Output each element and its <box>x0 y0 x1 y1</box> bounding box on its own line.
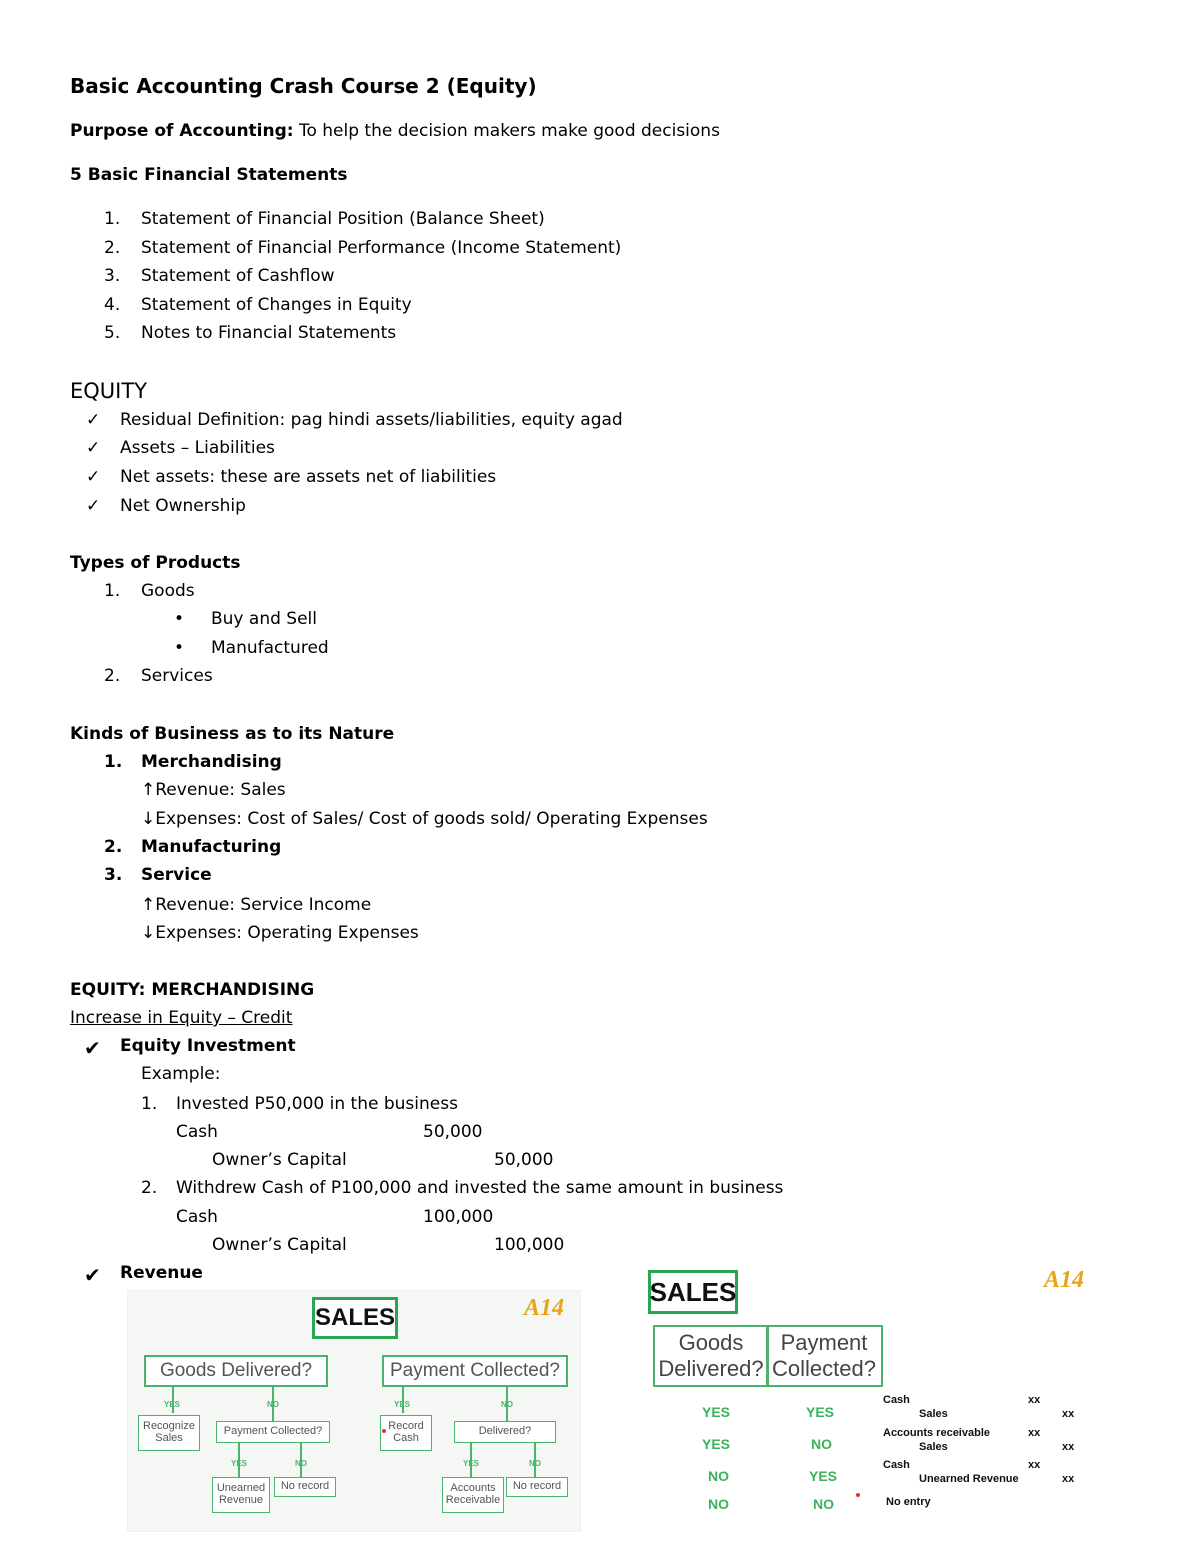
expense-line: ↓Expenses: Cost of Sales/ Cost of goods sold/ Operating Expenses <box>141 809 708 829</box>
no-label: NO <box>501 1400 513 1409</box>
kinds-heading: Kinds of Business as to its Nature <box>70 724 395 744</box>
check-item: ✓ Residual Definition: pag hindi assets/liabilities, equity agad <box>86 410 623 430</box>
entry-debit: Cash <box>883 1394 910 1406</box>
sales-table-image <box>648 1265 1108 1525</box>
list-item: 2. Services <box>104 666 213 686</box>
list-item: 1. Merchandising <box>104 752 282 772</box>
list-item: 1. Goods <box>104 581 195 601</box>
goods-delivered-header: Goods Delivered? <box>653 1325 769 1387</box>
sales-title-box: SALES <box>312 1297 398 1339</box>
entry-debit: Accounts receivable <box>883 1427 990 1439</box>
no-cell: NO <box>708 1468 729 1484</box>
check-item: ✔ Equity Investment <box>84 1036 296 1060</box>
example-label: Example: <box>141 1064 221 1084</box>
check-icon: ✓ <box>86 410 101 430</box>
list-item: 2. Manufacturing <box>104 837 282 857</box>
entry-debit-amount: xx <box>1028 1427 1041 1439</box>
check-icon: ✓ <box>86 438 101 458</box>
purpose-text: To help the decision makers make good decisions <box>293 121 720 141</box>
list-item: 4. Statement of Changes in Equity <box>104 295 412 315</box>
payment-collected-small-box: Payment Collected? <box>216 1421 330 1443</box>
no-label: NO <box>529 1459 541 1468</box>
yes-cell: YES <box>702 1404 731 1420</box>
list-item: 1. Statement of Financial Position (Balance Sheet) <box>104 209 545 229</box>
journal-debit: Cash <box>176 1122 218 1142</box>
arrow-up-icon: ↑ <box>141 780 156 800</box>
list-item: 3. Statement of Cashflow <box>104 266 335 286</box>
entry-credit-amount: xx <box>1062 1441 1075 1453</box>
payment-collected-box: Payment Collected? <box>382 1355 568 1387</box>
arrow-down-icon: ↓ <box>141 809 156 829</box>
journal-debit-amount: 100,000 <box>423 1207 494 1227</box>
entry-credit: Sales <box>919 1441 948 1453</box>
statements-heading: 5 Basic Financial Statements <box>70 165 348 185</box>
check-icon: ✔ <box>84 1036 101 1060</box>
recognize-sales-box: Recognize Sales <box>138 1415 200 1451</box>
delivered-box: Delivered? <box>454 1421 556 1443</box>
journal-credit: Owner’s Capital <box>212 1235 347 1255</box>
entry-credit-amount: xx <box>1062 1408 1075 1420</box>
purpose-label: Purpose of Accounting: <box>70 121 294 141</box>
arrow-down-icon: ↓ <box>141 923 156 943</box>
list-item: 5. Notes to Financial Statements <box>104 323 397 343</box>
check-icon: ✔ <box>84 1263 101 1287</box>
journal-debit-amount: 50,000 <box>423 1122 483 1142</box>
list-item: 3. Service <box>104 865 212 885</box>
merch-heading: EQUITY: MERCHANDISING <box>70 980 315 1000</box>
entry-debit-amount: xx <box>1028 1459 1041 1471</box>
yes-label: YES <box>463 1459 480 1468</box>
goods-delivered-box: Goods Delivered? <box>144 1355 328 1387</box>
revenue-line: ↑Revenue: Service Income <box>141 895 372 915</box>
list-item: 2. Withdrew Cash of P100,000 and invested the same amount in business <box>141 1178 784 1198</box>
red-marker <box>382 1429 386 1433</box>
entry-debit: Cash <box>883 1459 910 1471</box>
check-item: ✓ Assets – Liabilities <box>86 438 275 458</box>
yes-cell: YES <box>702 1436 731 1452</box>
list-item: 1. Invested P50,000 in the business <box>141 1094 458 1114</box>
no-record-box: No record <box>274 1477 336 1497</box>
journal-credit: Owner’s Capital <box>212 1150 347 1170</box>
journal-debit: Cash <box>176 1207 218 1227</box>
bullet-item: • Buy and Sell <box>174 609 317 629</box>
journal-credit-amount: 100,000 <box>494 1235 565 1255</box>
no-label: NO <box>267 1400 279 1409</box>
record-cash-box: Record Cash <box>380 1415 432 1451</box>
no-label: NO <box>295 1459 307 1468</box>
yes-label: YES <box>164 1400 181 1409</box>
no-cell: NO <box>811 1436 832 1452</box>
no-cell: NO <box>708 1496 729 1512</box>
a14-logo: A14 <box>1044 1267 1085 1293</box>
entry-credit: Sales <box>919 1408 948 1420</box>
yes-cell: YES <box>809 1468 838 1484</box>
page-title: Basic Accounting Crash Course 2 (Equity) <box>70 74 537 98</box>
check-item: ✓ Net Ownership <box>86 496 246 516</box>
purpose-line <box>70 123 720 140</box>
check-item: ✓ Net assets: these are assets net of liabilities <box>86 467 497 487</box>
red-marker <box>856 1493 860 1497</box>
expense-line: ↓Expenses: Operating Expenses <box>141 923 419 943</box>
entry-credit-amount: xx <box>1062 1473 1075 1485</box>
unearned-revenue-box: Unearned Revenue <box>212 1477 270 1513</box>
yes-cell: YES <box>806 1404 835 1420</box>
yes-label: YES <box>394 1400 411 1409</box>
check-icon: ✓ <box>86 496 101 516</box>
check-item: ✔ Revenue <box>84 1263 203 1287</box>
accounts-receivable-box: Accounts Receivable <box>442 1477 504 1513</box>
a14-logo: A14 <box>524 1295 565 1321</box>
equity-heading: EQUITY <box>70 379 148 403</box>
journal-credit-amount: 50,000 <box>494 1150 554 1170</box>
no-entry-note: No entry <box>886 1496 931 1508</box>
check-icon: ✓ <box>86 467 101 487</box>
revenue-line: ↑Revenue: Sales <box>141 780 286 800</box>
entry-debit-amount: xx <box>1028 1394 1041 1406</box>
entry-credit: Unearned Revenue <box>919 1473 1019 1485</box>
arrow-up-icon: ↑ <box>141 895 156 915</box>
bullet-item: • Manufactured <box>174 638 329 658</box>
products-heading: Types of Products <box>70 553 241 573</box>
payment-collected-header: Payment Collected? <box>766 1325 883 1387</box>
no-cell: NO <box>813 1496 834 1512</box>
merch-subheading: Increase in Equity – Credit <box>70 1008 293 1028</box>
list-item: 2. Statement of Financial Performance (Income Statement) <box>104 238 622 258</box>
sales-flowchart-image <box>127 1290 581 1532</box>
sales-title-box: SALES <box>648 1270 738 1314</box>
no-record-box: No record <box>506 1477 568 1497</box>
yes-label: YES <box>231 1459 248 1468</box>
